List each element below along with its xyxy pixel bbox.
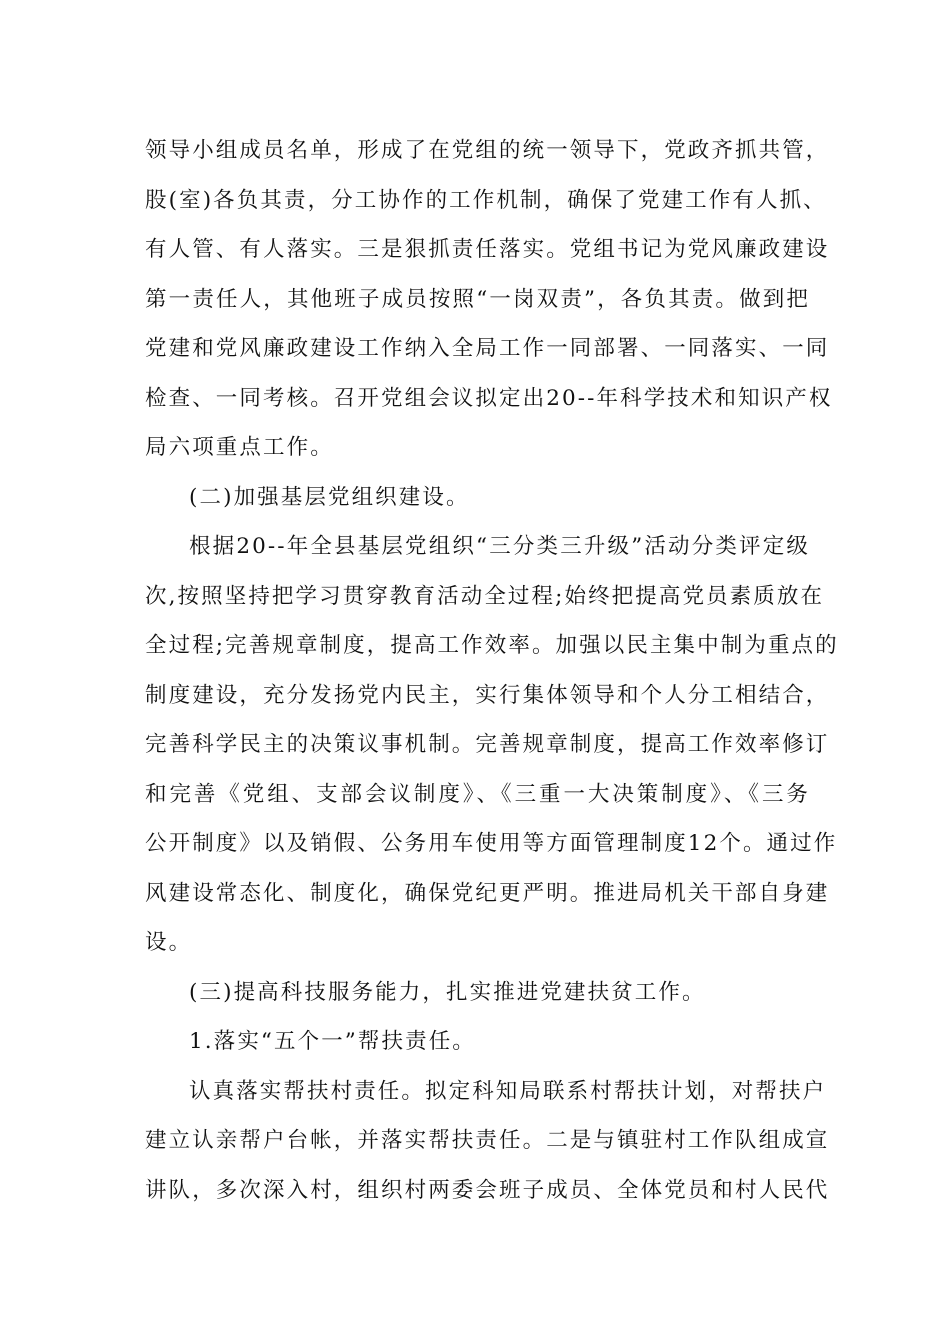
- text-line: 1.落实“五个一”帮扶责任。: [189, 1029, 476, 1054]
- text-line: 次,按照坚持把学习贯穿教育活动全过程;始终把提高党员素质放在: [145, 583, 825, 609]
- text-line: 根据20--年全县基层党组织“三分类三升级”活动分类评定级: [189, 534, 810, 559]
- text-line: 领导小组成员名单，形成了在党组的统一领导下，党政齐抓共管，: [145, 138, 830, 163]
- text-line: (二)加强基层党组织建设。: [189, 484, 470, 510]
- text-line: 第一责任人，其他班子成员按照“一岗双责”，各负其责。做到把: [145, 286, 810, 312]
- text-line: 设。: [145, 930, 193, 955]
- text-line: 股(室)各负其责，分工协作的工作机制，确保了党建工作有人抓、: [145, 187, 827, 213]
- text-line: 认真落实帮扶村责任。拟定科知局联系村帮扶计划，对帮扶户: [189, 1078, 827, 1104]
- text-line: 局六项重点工作。: [145, 435, 334, 460]
- text-line: (三)提高科技服务能力，扎实推进党建扶贫工作。: [189, 979, 706, 1005]
- text-line: 党建和党风廉政建设工作纳入全局工作一同部署、一同落实、一同: [145, 336, 830, 361]
- text-line: 全过程;完善规章制度，提高工作效率。加强以民主集中制为重点的: [145, 633, 839, 658]
- text-line: 检查、一同考核。召开党组会议拟定出20--年科学技术和知识产权: [145, 385, 833, 411]
- text-line: 建立认亲帮户台帐，并落实帮扶责任。二是与镇驻村工作队组成宣: [145, 1128, 830, 1153]
- text-line: 制度建设，充分发扬党内民主，实行集体领导和个人分工相结合，: [145, 682, 830, 708]
- text-line: 公开制度》以及销假、公务用车使用等方面管理制度12个。通过作: [145, 831, 838, 856]
- body-text: [145, 126, 839, 1215]
- text-line: 有人管、有人落实。三是狠抓责任落实。党组书记为党风廉政建设: [145, 237, 830, 262]
- text-line: 完善科学民主的决策议事机制。完善规章制度，提高工作效率修订: [145, 732, 830, 757]
- text-line: 风建设常态化、制度化，确保党纪更严明。推进局机关干部自身建: [145, 880, 830, 906]
- text-line: 和完善《党组、支部会议制度》、《三重一大决策制度》、《三务: [145, 781, 810, 807]
- text-line: 讲队，多次深入村，组织村两委会班子成员、全体党员和村人民代: [145, 1177, 830, 1203]
